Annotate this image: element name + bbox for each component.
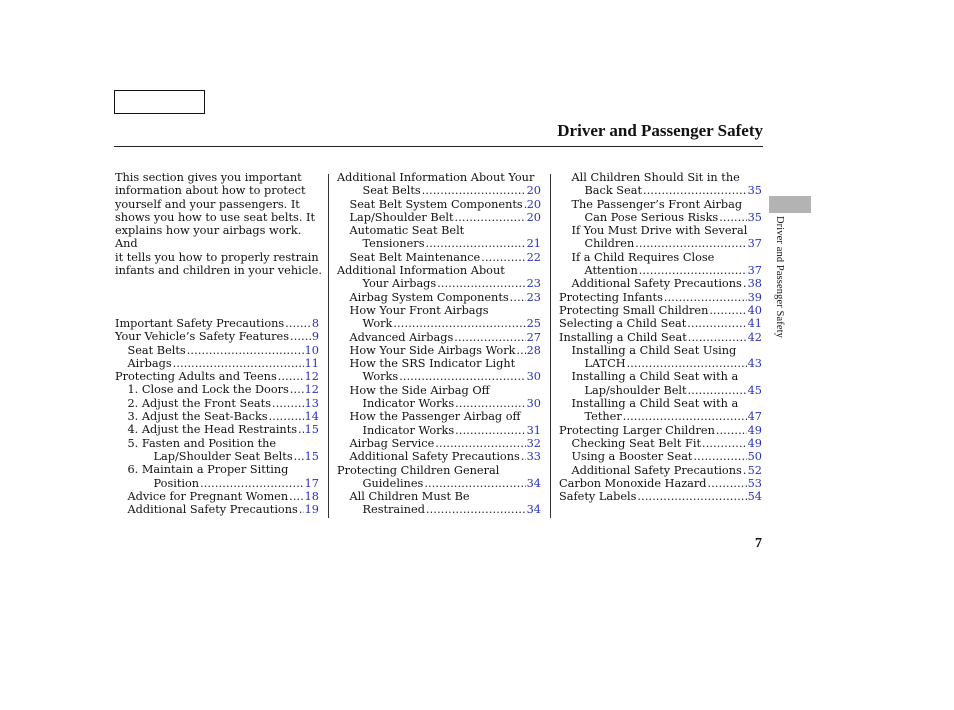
toc-entry-label: Your Airbags	[362, 277, 437, 291]
toc-entry[interactable]	[559, 450, 762, 463]
toc-entry[interactable]	[115, 357, 319, 370]
toc-entry[interactable]	[559, 277, 762, 290]
toc-entry-label: Additional Safety Precautions	[349, 450, 520, 464]
toc-entry[interactable]	[337, 450, 541, 463]
toc-page-link[interactable]: 11	[304, 356, 319, 370]
toc-entry[interactable]	[559, 477, 762, 490]
toc-entry[interactable]	[337, 317, 541, 330]
toc-entry-label: Seat Belts	[362, 184, 421, 198]
toc-entry-label: Guidelines	[362, 476, 424, 490]
toc-entry-label: Seat Belt Maintenance	[349, 250, 481, 264]
dot-leader	[664, 291, 747, 304]
toc-entry-label: Additional Safety Precautions	[127, 503, 298, 517]
dot-leader	[481, 251, 525, 264]
toc-entry-label: Indicator Works	[362, 423, 455, 437]
toc-page-link[interactable]: 35	[747, 184, 762, 198]
toc-entry-label: Lap/Shoulder Belt	[349, 210, 454, 224]
toc-entry[interactable]	[337, 237, 541, 250]
toc-page-link[interactable]: 20	[526, 197, 542, 211]
toc-page-link[interactable]: 32	[526, 436, 541, 450]
toc-heading-line: Installing a Child Seat Using	[571, 343, 737, 357]
toc-page-link[interactable]: 35	[747, 210, 762, 224]
dot-leader	[435, 437, 525, 450]
dot-leader	[393, 317, 525, 330]
toc-heading-line: Additional Information About	[337, 264, 505, 278]
dot-leader	[521, 450, 526, 463]
dot-leader	[627, 357, 747, 370]
toc-entry-label: Your Vehicle’s Safety Features	[115, 330, 290, 344]
toc-page-link[interactable]: 30	[526, 397, 541, 411]
toc-page-link[interactable]: 9	[311, 330, 319, 344]
column-divider-1	[328, 174, 329, 518]
dot-leader	[623, 410, 747, 423]
dot-leader	[399, 370, 525, 383]
toc-entry-label: Airbag Service	[349, 436, 435, 450]
toc-entry-label: Tensioners	[362, 237, 425, 251]
toc-entry[interactable]	[559, 490, 762, 503]
toc-entry-label: Important Safety Precautions	[115, 317, 285, 330]
dot-leader	[516, 344, 525, 357]
toc-page-link[interactable]: 18	[304, 489, 319, 503]
dot-leader	[687, 317, 746, 330]
toc-heading-line: How the Side Airbag Off	[349, 383, 490, 397]
toc-entry[interactable]	[115, 477, 319, 490]
toc-entry[interactable]	[559, 264, 762, 277]
toc-entry[interactable]	[337, 477, 541, 490]
toc-page-link[interactable]: 42	[747, 330, 762, 344]
toc-entry-label: Airbag System Components	[349, 290, 509, 304]
toc-heading-line: How the SRS Indicator Light	[349, 357, 516, 371]
toc-entry-label: Additional Safety Precautions	[571, 463, 742, 477]
toc-page-link[interactable]: 43	[747, 357, 762, 371]
toc-entry-label: Airbags	[127, 356, 172, 370]
dot-leader	[173, 357, 304, 370]
dot-leader	[272, 397, 304, 410]
toc-entry-label: Works	[362, 370, 399, 384]
toc-page-link[interactable]: 37	[747, 264, 762, 278]
dot-leader	[643, 184, 747, 197]
dot-leader	[743, 277, 747, 290]
toc-entry[interactable]	[115, 383, 319, 396]
dot-leader	[637, 490, 746, 503]
toc-page-link[interactable]: 27	[526, 330, 541, 344]
toc-entry[interactable]	[337, 397, 541, 410]
toc-heading-line: Additional Information About Your	[337, 171, 535, 184]
toc-entry[interactable]	[115, 317, 319, 330]
toc-page-link[interactable]: 52	[747, 463, 762, 477]
page-title: Driver and Passenger Safety	[557, 121, 763, 140]
toc-entry-label: Safety Labels	[559, 490, 637, 504]
toc-entry[interactable]	[115, 397, 319, 410]
toc-entry[interactable]	[559, 331, 762, 344]
toc-page-link[interactable]: 53	[747, 476, 762, 490]
toc-page-link[interactable]: 23	[526, 290, 541, 304]
dot-leader	[524, 198, 526, 211]
dot-leader	[688, 384, 747, 397]
dot-leader	[422, 184, 526, 197]
toc-entry-label: Selecting a Child Seat	[559, 317, 687, 331]
toc-page-link[interactable]: 41	[747, 317, 762, 331]
toc-page-link[interactable]: 33	[526, 450, 541, 464]
toc-entry[interactable]	[337, 503, 541, 516]
toc-entry[interactable]	[337, 198, 541, 211]
toc-heading-line: The Passenger’s Front Airbag	[571, 197, 743, 211]
toc-entry-label: How Your Side Airbags Work	[349, 343, 516, 357]
toc-page-link[interactable]: 10	[304, 343, 319, 357]
toc-entry[interactable]	[115, 330, 319, 343]
toc-entry-label: Protecting Adults and Teens	[115, 370, 277, 384]
dot-leader	[290, 383, 304, 396]
side-section-label: Driver and Passenger Safety	[774, 216, 785, 338]
toc-entry[interactable]	[337, 184, 541, 197]
toc-page-link[interactable]: 47	[747, 410, 762, 424]
dot-leader	[299, 503, 304, 516]
toc-heading-line: How the Passenger Airbag off	[349, 410, 521, 424]
dot-leader	[716, 424, 747, 437]
toc-entry[interactable]	[337, 437, 541, 450]
toc-entry-label: Restrained	[362, 503, 425, 517]
toc-entry-label: Protecting Small Children	[559, 303, 709, 317]
toc-heading-line: If a Child Requires Close	[571, 250, 715, 264]
toc-entry[interactable]	[115, 490, 319, 503]
toc-heading-line: How Your Front Airbags	[349, 303, 489, 317]
toc-page-link[interactable]: 15	[304, 423, 319, 437]
toc-entry-label: Protecting Larger Children	[559, 423, 715, 437]
dot-leader	[455, 424, 525, 437]
dot-leader	[426, 503, 526, 516]
toc-entry[interactable]	[337, 344, 541, 357]
toc-heading-line: 5. Fasten and Position the	[127, 436, 277, 450]
dot-leader	[743, 464, 747, 477]
toc-page-link[interactable]: 21	[526, 237, 541, 251]
toc-heading-line: Protecting Children General	[337, 463, 500, 477]
toc-entry[interactable]	[337, 291, 541, 304]
dot-leader	[289, 490, 304, 503]
toc-page-link[interactable]: 25	[526, 317, 541, 331]
toc-entry-label: Position	[153, 476, 200, 490]
dot-leader	[200, 477, 304, 490]
toc-entry-label: Checking Seat Belt Fit	[571, 436, 702, 450]
toc-entry[interactable]	[115, 503, 319, 516]
dot-leader	[719, 211, 746, 224]
toc-entry-label: 3. Adjust the Seat-Backs	[127, 410, 268, 424]
toc-entry-label: Lap/shoulder Belt	[584, 383, 687, 397]
dot-leader	[187, 344, 304, 357]
toc-entry[interactable]	[559, 304, 762, 317]
dot-leader	[455, 211, 526, 224]
toc-entry-label: LATCH	[584, 357, 626, 371]
toc-entry[interactable]	[337, 370, 541, 383]
toc-page-link[interactable]: 13	[304, 396, 319, 410]
dot-leader	[688, 331, 747, 344]
toc-entry-label: Installing a Child Seat	[559, 330, 687, 344]
toc-page-link[interactable]: 30	[526, 370, 541, 384]
toc-entry[interactable]	[559, 184, 762, 197]
toc-entry-label: Advanced Airbags	[349, 330, 454, 344]
dot-leader	[510, 291, 526, 304]
toc-entry[interactable]	[559, 237, 762, 250]
toc-page-link[interactable]: 39	[747, 290, 762, 304]
dot-leader	[709, 304, 746, 317]
toc-entry[interactable]	[559, 384, 762, 397]
toc-page-link[interactable]: 40	[747, 303, 762, 317]
toc-entry-label: Children	[584, 237, 635, 251]
toc-entry-label: Carbon Monoxide Hazard	[559, 476, 707, 490]
toc-entry[interactable]	[115, 410, 319, 423]
dot-leader	[454, 331, 525, 344]
toc-heading-line: Installing a Child Seat with a	[571, 370, 739, 384]
toc-heading-line: Automatic Seat Belt	[349, 224, 465, 238]
dot-leader	[285, 317, 311, 330]
toc-entry-label: Lap/Shoulder Seat Belts	[153, 449, 293, 463]
toc-entry-label: Tether	[584, 410, 622, 424]
toc-page-link[interactable]: 20	[526, 184, 541, 198]
toc-page-link[interactable]: 15	[304, 449, 319, 463]
toc-entry[interactable]	[337, 251, 541, 264]
toc-heading-line: Installing a Child Seat with a	[571, 397, 739, 411]
toc-page-link[interactable]: 31	[526, 423, 541, 437]
intro-paragraph: This section gives you important information about how to protect yourself and your passengers. It shows you how to use seat belts. It explains how your airbags work. And it tells you how to properly restrain infants and children in your vehicle.	[115, 171, 322, 278]
toc-entry[interactable]	[559, 291, 762, 304]
toc-entry-label: Can Pose Serious Risks	[584, 210, 719, 224]
dot-leader	[639, 264, 747, 277]
toc-entry[interactable]	[559, 464, 762, 477]
toc-page-link[interactable]: 34	[526, 476, 541, 490]
toc-page-link[interactable]: 22	[526, 250, 541, 264]
toc-page-link[interactable]: 49	[747, 423, 762, 437]
toc-entry-label: 1. Close and Lock the Doors	[127, 383, 289, 397]
toc-heading-line: All Children Should Sit in the	[571, 171, 740, 184]
toc-entry[interactable]	[115, 370, 319, 383]
toc-entry-label: Protecting Infants	[559, 290, 663, 304]
toc-entry-label: 4. Adjust the Head Restraints	[127, 423, 298, 437]
title-divider	[114, 146, 763, 147]
toc-page-link[interactable]: 17	[304, 476, 319, 490]
page-number: 7	[755, 536, 762, 551]
toc-entry-label: Advice for Pregnant Women	[127, 489, 289, 503]
toc-entry[interactable]	[559, 317, 762, 330]
toc-page-link[interactable]: 14	[304, 410, 319, 424]
toc-heading-line: If You Must Drive with Several	[571, 224, 748, 238]
toc-page-link[interactable]: 12	[304, 383, 319, 397]
dot-leader	[693, 450, 746, 463]
dot-leader	[455, 397, 525, 410]
toc-entry-label: 2. Adjust the Front Seats	[127, 396, 272, 410]
toc-column-2	[337, 171, 541, 517]
toc-entry-label: Back Seat	[584, 184, 642, 198]
dot-leader	[708, 477, 747, 490]
toc-page-link[interactable]: 19	[304, 503, 319, 517]
toc-page-link[interactable]: 50	[747, 450, 762, 464]
dot-leader	[424, 477, 525, 490]
toc-page-link[interactable]: 45	[747, 383, 762, 397]
toc-page-link[interactable]: 34	[526, 503, 541, 517]
toc-page-link[interactable]: 28	[526, 343, 541, 357]
toc-entry[interactable]	[337, 424, 541, 437]
toc-entry[interactable]	[559, 211, 762, 224]
dot-leader	[290, 330, 311, 343]
toc-page-link[interactable]: 20	[526, 210, 541, 224]
toc-entry-label: Seat Belt System Components	[349, 197, 523, 211]
toc-page-link[interactable]: 8	[311, 317, 319, 330]
toc-entry[interactable]	[559, 357, 762, 370]
toc-page-link[interactable]: 38	[747, 277, 762, 291]
dot-leader	[278, 370, 304, 383]
column-divider-2	[550, 174, 551, 518]
toc-entry[interactable]	[559, 437, 762, 450]
dot-leader	[702, 437, 747, 450]
toc-heading-line: 6. Maintain a Proper Sitting	[127, 463, 289, 477]
toc-entry-label: Work	[362, 317, 393, 331]
dot-leader	[269, 410, 304, 423]
dot-leader	[298, 423, 304, 436]
dot-leader	[635, 237, 746, 250]
toc-heading-line: All Children Must Be	[349, 490, 470, 504]
toc-entry[interactable]	[337, 277, 541, 290]
dot-leader	[294, 450, 304, 463]
toc-page-link[interactable]: 49	[747, 436, 762, 450]
toc-entry[interactable]	[337, 331, 541, 344]
toc-column-1	[115, 317, 319, 516]
toc-page-link[interactable]: 23	[526, 277, 541, 291]
toc-page-link[interactable]: 54	[747, 490, 762, 504]
toc-entry[interactable]	[115, 423, 319, 436]
toc-page-link[interactable]: 37	[747, 237, 762, 251]
toc-entry[interactable]	[115, 344, 319, 357]
toc-page-link[interactable]: 12	[304, 370, 319, 384]
toc-entry-label: Using a Booster Seat	[571, 450, 693, 464]
toc-entry[interactable]	[559, 410, 762, 423]
toc-entry-label: Additional Safety Precautions	[571, 277, 742, 291]
toc-entry-label: Seat Belts	[127, 343, 186, 357]
toc-column-3	[559, 171, 762, 503]
dot-leader	[426, 237, 526, 250]
section-tab-marker	[769, 196, 811, 213]
toc-entry[interactable]	[337, 211, 541, 224]
dot-leader	[437, 277, 525, 290]
toc-entry-label: Attention	[584, 264, 638, 278]
blank-header-box	[114, 90, 205, 114]
toc-entry[interactable]	[559, 424, 762, 437]
toc-entry-label: Indicator Works	[362, 397, 455, 411]
toc-entry[interactable]	[115, 450, 319, 463]
